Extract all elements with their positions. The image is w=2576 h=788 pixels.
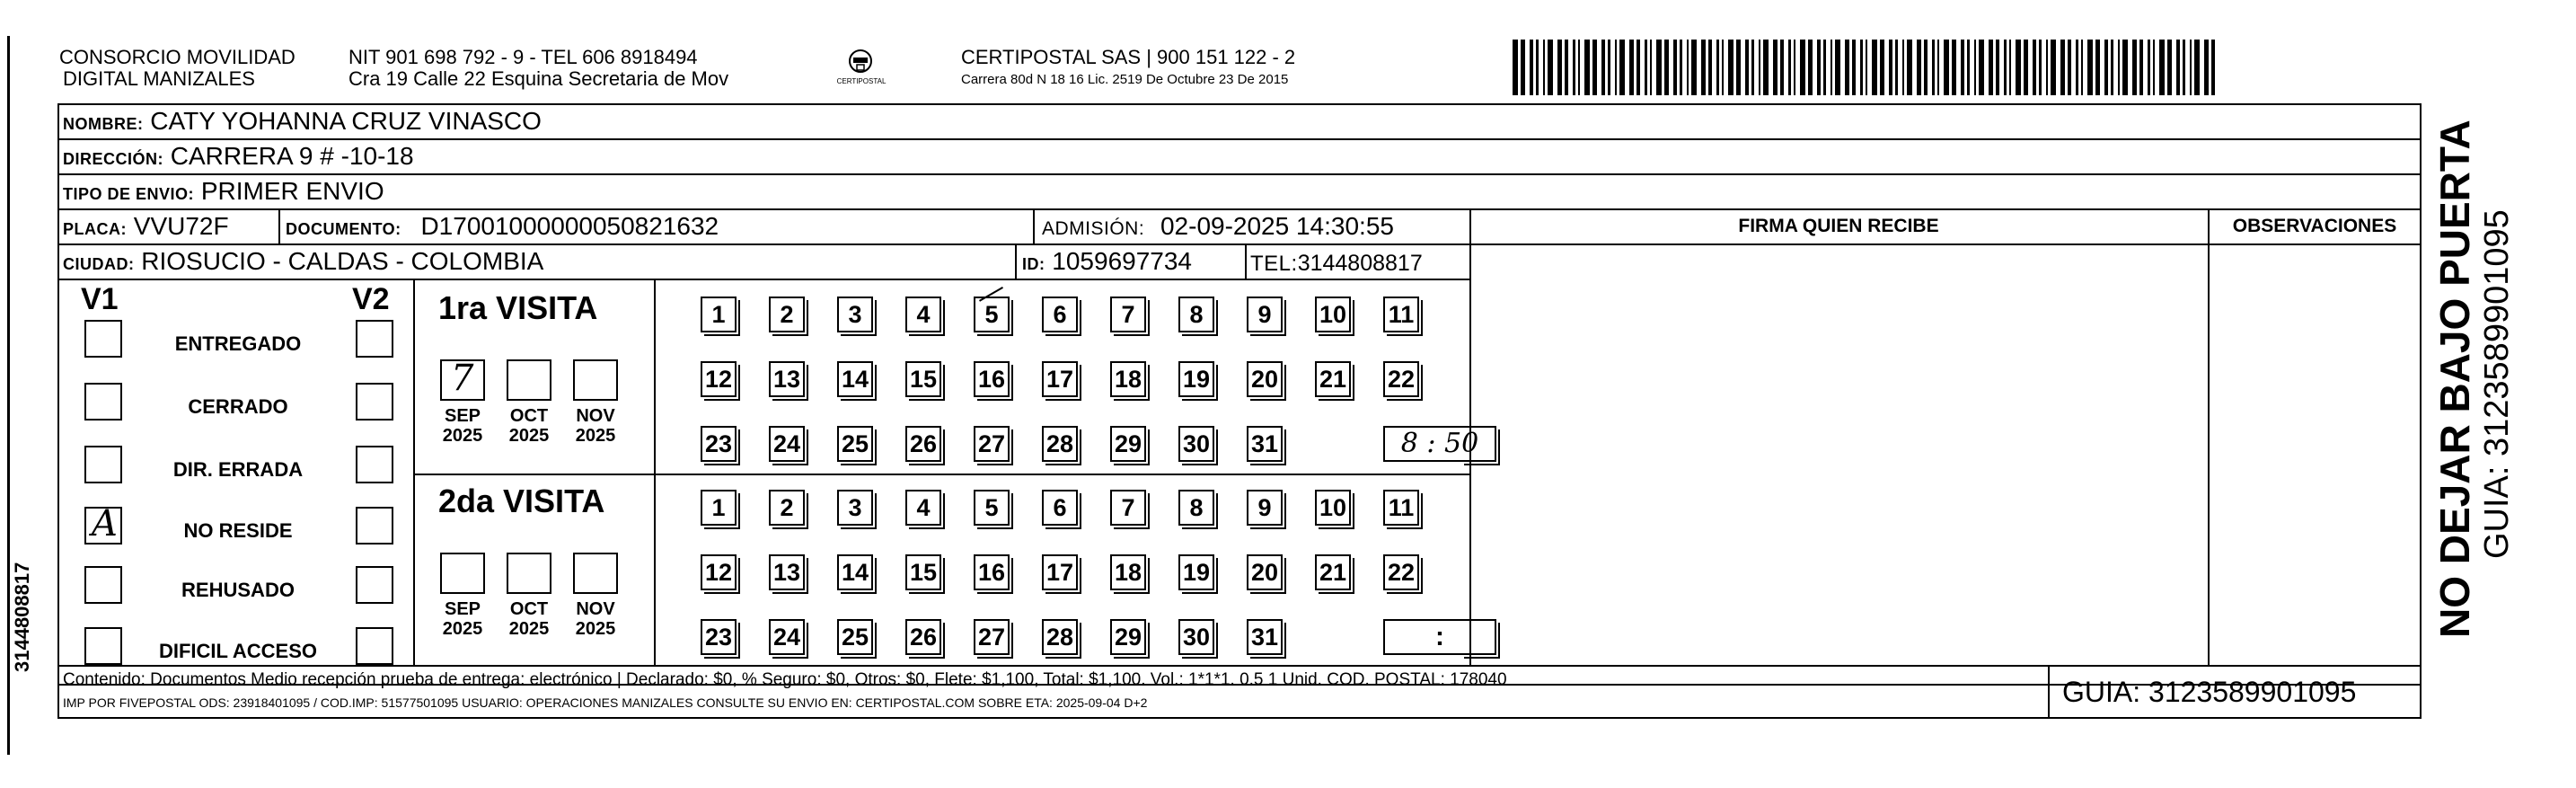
signature-header-line [1469,243,2422,245]
month-label [570,406,621,446]
day-box[interactable]: 5 [974,297,1010,332]
day-box[interactable]: 31 [1247,619,1283,655]
day-box[interactable]: 12 [701,554,737,590]
sender-nit: NIT 901 698 792 - 9 - TEL 606 8918494 [348,46,698,68]
day-box[interactable]: 22 [1383,554,1419,590]
barcode-bar [2122,40,2128,95]
barcode-bar [2068,40,2071,95]
time-value: 8 : 50 [1400,428,1479,459]
row-line [57,243,1469,245]
left-strip-tel: 3144808817 [11,562,33,672]
day-box[interactable]: 18 [1110,554,1146,590]
v1-label: V1 [81,282,119,316]
barcode-bar [1745,40,1749,95]
barcode-bar [1573,40,1575,95]
admision-label: ADMISIÓN: [1042,218,1145,239]
month-checkbox[interactable] [573,359,618,401]
cell-divider [278,208,280,244]
day-box[interactable]: 15 [905,361,941,397]
month-checkbox[interactable] [507,553,551,594]
month-label [504,406,554,446]
day-box[interactable]: 24 [769,426,805,462]
v2-checkbox[interactable] [356,566,393,604]
barcode-bar [1592,40,1597,95]
barcode-bar [1708,40,1712,95]
id-value: 1059697734 [1052,247,1193,275]
direccion-value: CARRERA 9 # -10-18 [170,142,414,170]
status-item-label: CERRADO [188,395,288,418]
barcode-bar [1979,40,1984,95]
barcode-bar [2009,40,2011,95]
barcode-bar [1722,40,1724,95]
row-line [57,138,2422,140]
barcode-bar [1557,40,1562,95]
barcode-bar [1996,40,1999,95]
month-label [437,599,488,639]
barcode-bar [2076,40,2078,95]
day-box[interactable]: 3 [837,297,873,332]
barcode-bar [2148,40,2150,95]
barcode-bar [1584,40,1590,95]
barcode-bar [1902,40,1904,95]
day-box[interactable]: 1 [701,490,737,526]
id-label: ID: [1022,255,1045,273]
barcode-bar [2111,40,2113,95]
status-item-label: ENTREGADO [174,332,302,355]
placa-cell [63,212,229,243]
row-line [57,279,1469,280]
day-box[interactable]: 6 [1042,490,1078,526]
nombre-label: NOMBRE: [63,115,144,133]
day-box[interactable]: 8 [1178,490,1214,526]
barcode-bar [1728,40,1734,95]
day-box[interactable]: 9 [1247,297,1283,332]
day-box[interactable]: 5 [974,490,1010,526]
day-box[interactable]: 21 [1315,554,1351,590]
barcode-bar [1530,40,1533,95]
v1-checkbox[interactable] [84,627,122,665]
barcode-bar [1543,40,1545,95]
barcode-bar [1860,40,1863,95]
barcode-bar [2159,40,2165,95]
day-box[interactable]: 7 [1110,297,1146,332]
month-year: 2025 [442,619,483,639]
day-box[interactable]: 2 [769,297,805,332]
barcode-bar [1691,40,1697,95]
tipo-label: TIPO DE ENVIO: [63,185,195,203]
day-box[interactable]: 25 [837,619,873,655]
barcode-bar [1615,40,1617,95]
day-box[interactable]: 27 [974,619,1010,655]
barcode-bar [1817,40,1821,95]
visit-separator [413,474,1469,475]
v2-checkbox[interactable] [356,320,393,358]
day-box[interactable]: 15 [905,554,941,590]
barcode-bar [1680,40,1682,95]
day-box[interactable]: 24 [769,619,805,655]
day-box[interactable]: 9 [1247,490,1283,526]
direccion-row [63,142,414,173]
month-checkbox[interactable] [573,553,618,594]
barcode-bar [1794,40,1795,95]
day-box[interactable]: 26 [905,426,941,462]
documento-label: DOCUMENTO: [286,220,401,238]
barcode-bar [2104,40,2108,95]
courier-address: Carrera 80d N 18 16 Lic. 2519 De Octubre 23 De 2015 [961,72,1289,87]
day-box[interactable]: 10 [1315,297,1351,332]
month-label [504,599,554,639]
day-box[interactable]: 30 [1178,426,1214,462]
barcode-bar [1673,40,1677,95]
status-item-label: DIR. ERRADA [172,458,304,481]
day-box[interactable]: 11 [1383,490,1419,526]
barcode-bar [2190,40,2192,95]
barcode-bar [1924,40,1928,95]
cell-divider [1015,243,1017,279]
footer-guia: GUIA: 3123589901095 [2062,676,2357,708]
day-box[interactable]: 19 [1178,361,1214,397]
time-box[interactable] [1383,619,1496,655]
day-box[interactable]: 13 [769,361,805,397]
barcode-bar [2132,40,2137,95]
month-year: 2025 [442,426,483,446]
barcode-bar [1866,40,1867,95]
barcode-bar [1944,40,1949,95]
day-box[interactable]: 20 [1247,554,1283,590]
footer-content: Contenido: Documentos Medio recepción prueba de entrega: electrónico | Declarado: $0, % Seguro: $0, Otros: $0, Flete: $1,100, Total: $1,100. Vol.: 1*1*1. 0.5 1 Unid. COD. POSTAL: 178040 [63,670,1507,689]
v2-checkbox[interactable] [356,507,393,545]
cell-divider [1033,208,1035,244]
month-checkbox[interactable] [440,553,485,594]
day-box[interactable]: 23 [701,426,737,462]
month-checkbox[interactable] [507,359,551,401]
barcode-bar [1788,40,1791,95]
day-box[interactable]: 1 [701,297,737,332]
barcode-bar [1759,40,1760,95]
barcode-bar [2194,40,2200,95]
tel-cell [1250,249,1423,279]
month-year: 2025 [508,619,550,639]
day-box[interactable]: 28 [1042,619,1078,655]
day-box[interactable]: 19 [1178,554,1214,590]
barcode-bar [1967,40,1970,95]
barcode-bar [2183,40,2185,95]
admision-cell [1042,212,1394,243]
day-box[interactable]: 3 [837,490,873,526]
side-guia-vertical: GUIA: 3123589901095 [2478,209,2516,559]
barcode-bar [2046,40,2048,95]
day-box[interactable]: 16 [974,554,1010,590]
day-box[interactable]: 4 [905,297,941,332]
barcode-bar [1629,40,1634,95]
barcode-bar [1917,40,1921,95]
barcode-bar [1780,40,1784,95]
day-box[interactable]: 30 [1178,619,1214,655]
barcode-bar [1619,40,1625,95]
barcode-bar [2204,40,2209,95]
day-box[interactable]: 16 [974,361,1010,397]
barcode-bar [1823,40,1826,95]
barcode-bar [2176,40,2180,95]
v2-label: V2 [352,282,390,316]
barcode-bar [1872,40,1877,95]
day-box[interactable]: 10 [1315,490,1351,526]
warning-vertical: NO DEJAR BAJO PUERTA [2431,120,2478,638]
barcode-bar [1880,40,1884,95]
month-handwritten-mark: 7 [451,358,474,399]
barcode-bar [1608,40,1610,95]
sender-name-line2: DIGITAL MANIZALES [63,67,255,90]
day-box[interactable]: 13 [769,554,805,590]
day-box[interactable]: 29 [1110,426,1146,462]
day-box[interactable]: 8 [1178,297,1214,332]
tipo-value: PRIMER ENVIO [200,177,384,205]
barcode-bar [2095,40,2100,95]
day-box[interactable]: 14 [837,554,873,590]
row-line [57,208,2422,210]
barcode-bar [1736,40,1741,95]
v2-checkbox[interactable] [356,627,393,665]
v1-checkbox[interactable] [84,503,122,545]
day-box[interactable]: 12 [701,361,737,397]
nombre-row [63,107,542,138]
day-box[interactable]: 26 [905,619,941,655]
day-box[interactable]: 28 [1042,426,1078,462]
day-box[interactable]: 7 [1110,490,1146,526]
day-box[interactable]: 31 [1247,426,1283,462]
firma-label: FIRMA QUIEN RECIBE [1738,216,1939,236]
month-name: NOV [576,599,615,619]
status-item-label: DIFICIL ACCESO [158,640,317,662]
barcode-bar [2081,40,2083,95]
month-name: SEP [444,599,481,619]
barcode-bar [2139,40,2143,95]
barcode-bar [2004,40,2007,95]
barcode-bar [2060,40,2065,95]
visit-divider [654,279,656,665]
barcode-bar [1645,40,1647,95]
visit-title: 1ra VISITA [438,289,598,326]
barcode-bar [1974,40,1976,95]
barcode-bar [2033,40,2036,95]
barcode-bar [1565,40,1568,95]
label-frame [57,103,2422,686]
barcode-bar [1763,40,1769,95]
tel-label: TEL: [1250,252,1298,276]
barcode-bar [1800,40,1805,95]
documento-cell [286,212,719,243]
month-name: NOV [576,406,615,426]
day-box[interactable]: 29 [1110,619,1146,655]
month-year: 2025 [508,426,550,446]
footer-meta: IMP POR FIVEPOSTAL ODS: 23918401095 / COD.IMP: 51577501095 USUARIO: OPERACIONES MANIZALES CONSULTE SU ENVIO EN: CERTIPOSTAL.COM SOBRE ETA: 2025-09-04 D+2 [63,695,1148,710]
courier-name: CERTIPOSTAL SAS | 900 151 122 - 2 [961,46,1296,68]
nombre-value: CATY YOHANNA CRUZ VINASCO [150,107,542,135]
v1-checkbox[interactable] [84,446,122,483]
placa-value: VVU72F [133,212,229,240]
barcode-bar [1701,40,1706,95]
barcode-bar [1578,40,1580,95]
month-name: OCT [509,599,549,619]
visit-title: 2da VISITA [438,483,605,519]
ciudad-label: CIUDAD: [63,255,135,273]
day-box[interactable]: 17 [1042,554,1078,590]
barcode-bar [1521,40,1525,95]
logo-text: CERTIPOSTAL [836,77,887,85]
v1-checkbox[interactable] [84,320,122,358]
left-edge-line [7,36,10,755]
barcode-bar [2051,40,2056,95]
barcode-bar [1845,40,1849,95]
month-label [437,406,488,446]
id-cell [1022,247,1192,279]
barcode-bar [1808,40,1813,95]
time-box[interactable] [1383,426,1496,462]
tipo-row [63,177,384,208]
barcode-bar [1852,40,1856,95]
barcode-bar [1636,40,1640,95]
tel-value: 3144808817 [1297,251,1423,276]
day-box[interactable]: 11 [1383,297,1419,332]
status-item-label: NO RESIDE [183,519,293,542]
v1-checkbox[interactable] [84,566,122,604]
month-year: 2025 [575,426,616,446]
barcode-bar [1601,40,1605,95]
day-box[interactable]: 18 [1110,361,1146,397]
day-box[interactable]: 21 [1315,361,1351,397]
barcode-bar [1989,40,1993,95]
barcode-bar [1895,40,1898,95]
barcode-bar [1751,40,1754,95]
barcode-bar [1937,40,1939,95]
barcode-bar [2153,40,2155,95]
barcode-bar [1513,40,1518,95]
barcode-bar [1664,40,1669,95]
day-box[interactable]: 23 [701,619,737,655]
month-name: OCT [509,406,549,426]
day-box[interactable]: 17 [1042,361,1078,397]
barcode-bar [2039,40,2042,95]
barcode-bar [1773,40,1778,95]
barcode-bar [1687,40,1689,95]
v1-checkbox[interactable] [84,383,122,421]
barcode-bar [2118,40,2120,95]
day-box[interactable]: 27 [974,426,1010,462]
day-box[interactable]: 2 [769,490,805,526]
observaciones-label: OBSERVACIONES [2232,216,2397,236]
barcode-bar [1656,40,1662,95]
barcode [1513,40,2222,97]
barcode-bar [1907,40,1912,95]
day-box[interactable]: 14 [837,361,873,397]
barcode-bar [1831,40,1832,95]
status-item-label: REHUSADO [181,579,295,601]
day-box[interactable]: 20 [1247,361,1283,397]
barcode-bar [1650,40,1652,95]
courier-logo [835,41,886,92]
cell-divider [1245,243,1247,279]
sender-address: Cra 19 Calle 22 Esquina Secretaria de Mov [348,67,729,90]
v2-checkbox[interactable] [356,446,393,483]
day-box[interactable]: 25 [837,426,873,462]
placa-label: PLACA: [63,220,127,238]
barcode-bar [1536,40,1539,95]
direccion-label: DIRECCIÓN: [63,150,163,168]
row-line [57,173,2422,175]
barcode-bar [1961,40,1964,95]
barcode-bar [2087,40,2093,95]
documento-value: D17001000000050821632 [420,212,719,240]
admision-value: 02-09-2025 14:30:55 [1160,212,1394,240]
barcode-bar [2167,40,2172,95]
barcode-bar [1932,40,1935,95]
barcode-bar [1889,40,1892,95]
month-year: 2025 [575,619,616,639]
time-value: : [1435,622,1444,651]
barcode-bar [1548,40,1553,95]
month-name: SEP [444,406,481,426]
observaciones-divider [2208,208,2210,665]
v1-handwritten-mark: A [92,503,118,545]
month-label [570,599,621,639]
sender-name-line1: CONSORCIO MOVILIDAD [59,46,296,68]
day-box[interactable]: 22 [1383,361,1419,397]
day-box[interactable]: 4 [905,490,941,526]
status-divider [413,279,415,665]
v2-checkbox[interactable] [356,383,393,421]
barcode-bar [1952,40,1956,95]
barcode-bar [1835,40,1840,95]
ciudad-cell [63,247,543,279]
day-box[interactable]: 6 [1042,297,1078,332]
barcode-bar [2211,40,2215,95]
barcode-bar [1716,40,1719,95]
barcode-bar [2024,40,2028,95]
barcode-bar [2016,40,2021,95]
ciudad-value: RIOSUCIO - CALDAS - COLOMBIA [141,247,544,275]
month-checkbox[interactable] [440,359,485,401]
